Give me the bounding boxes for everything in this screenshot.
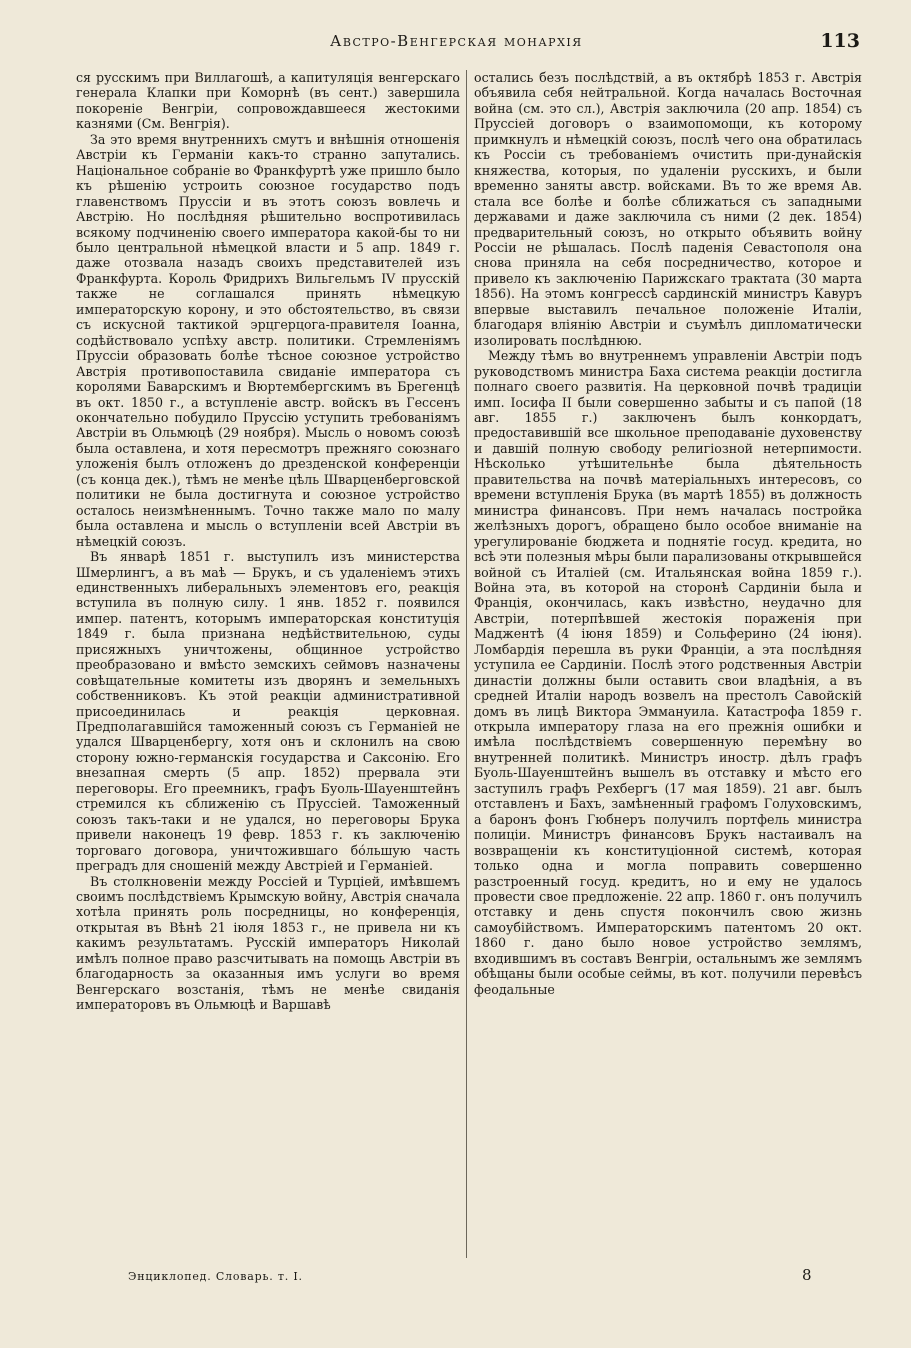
footer-signature: Энциклопед. Словарь. т. I. [128, 1270, 303, 1283]
right-column [474, 70, 862, 997]
paragraph: Въ январѣ 1851 г. выступилъ изъ министерства Шмерлингъ, а въ маѣ — Брукъ, и съ удаленіемъ этихъ единственныхъ либеральныхъ элементовъ его, реакція вступила въ полную силу. 1 янв. 1852 г. появился импер. патентъ, которымъ императорская конституція 1849 г. была признана недѣйствительною, суды присяжныхъ уничтожены, общинное устройство преобразовано и вмѣсто земскихъ сеймовъ назначены совѣщательные комитеты изъ дворянъ и земельныхъ собственниковъ. Къ этой реакціи административной присоединилась и реакція церковная. Предполагавшійся таможенный союзъ съ Германіей не удался Шварценбергу, хотя онъ и склонилъ на свою сторону южно-германскія государства и Саксонію. Его внезапная смерть (5 апр. 1852) прервала эти переговоры. Его преемникъ, графъ Буоль-Шауенштейнъ стремился къ сближенію съ Пруссіей. Таможенный союзъ такъ-таки и не удался, но переговоры Брука привели наконецъ 19 февр. 1853 г. къ заключенію торговаго договора, уничтожившаго бо́льшую часть преградъ для сношеній между Австріей и Германіей. [76, 549, 460, 874]
page-header [300, 30, 860, 56]
column-divider [466, 70, 467, 1258]
footer-sheet-number: 8 [802, 1266, 812, 1284]
running-title: Австро-Венгерская монархія [330, 32, 583, 50]
page-number: 113 [820, 30, 860, 52]
left-column [76, 70, 460, 1013]
paragraph: Въ столкновеніи между Россіей и Турціей, имѣвшемъ своимъ послѣдствіемъ Крымскую войну, Австрія сначала хотѣла принять роль посредницы, но конференція, открытая въ Вѣнѣ 21 іюля 1853 г., не привела ни къ какимъ результатамъ. Русскій императоръ Николай имѣлъ полное право разсчитывать на помощь Австріи въ благодарность за оказанныя имъ услуги во время Венгерскаго возстанія, тѣмъ не менѣе свиданія императоровъ въ Ольмюцѣ и Варшавѣ [76, 873, 460, 1013]
paragraph: ся русскимъ при Виллагошѣ, а капитуляція венгерскаго генерала Клапки при Коморнѣ (въ сент.) завершила покореніе Венгріи, сопровождавшееся жестокими казнями (См. Венгрія). [76, 70, 460, 132]
paragraph: Между тѣмъ во внутреннемъ управленіи Австріи подъ руководствомъ министра Баха система реакціи достигла полнаго своего развитія. На церковной почвѣ традиціи имп. Іосифа II были совершенно забыты и съ папой (18 авг. 1855 г.) заключенъ былъ конкордатъ, предоставившій все школьное преподаваніе духовенству и давшій полную свободу религіозной нетерпимости. Нѣсколько утѣшительнѣе была дѣятельность правительства на почвѣ матеріальныхъ интересовъ, со времени вступленія Брука (въ мартѣ 1855) въ должность министра финансовъ. При немъ началась постройка желѣзныхъ дорогъ, обращено было особое вниманіе на урегулированіе бюджета и поднятіе госуд. кредита, но всѣ эти полезныя мѣры были парализованы открывшейся войной съ Италіей (см. Итальянская война 1859 г.). Война эта, въ которой на сторонѣ Сардиніи была и Франція, окончилась, какъ извѣстно, неудачно для Австріи, потерпѣвшей жестокія пораженія при Маджентѣ (4 іюня 1859) и Сольферино (24 іюня). Ломбардія перешла въ руки Франціи, а эта послѣдняя уступила ее Сардиніи. Послѣ этого родственныя Австріи династіи должны были оставить свои владѣнія, а въ средней Италіи народъ возвелъ на престолъ Савойскій домъ въ лицѣ Виктора Эммануила. Катастрофа 1859 г. открыла императору глаза на его прежнія ошибки и имѣла послѣдствіемъ совершенную перемѣну во внутренней политикѣ. Министръ иностр. дѣлъ графъ Буоль-Шауенштейнъ вышелъ въ отставку и мѣсто его заступилъ графъ Рехбергъ (17 мая 1859). 21 авг. былъ отставленъ и Бахъ, замѣненный графомъ Голуховскимъ, а баронъ фонъ Гюбнеръ получилъ портфель министра полиціи. Министръ финансовъ Брукъ настаивалъ на возвращеніи къ конституціонной системѣ, которая только одна и могла поправить совершенно разстроенный госуд. кредитъ, но и ему не удалось провести свое предложеніе. 22 апр. 1860 г. онъ получилъ отставку и день спустя покончилъ свою жизнь самоубійствомъ. Императорскимъ патентомъ 20 окт. 1860 г. дано было новое устройство землямъ, входившимъ въ составъ Венгріи, остальнымъ же землямъ обѣщаны были особые сеймы, въ кот. получили перевѣсъ феодальные [474, 348, 862, 997]
paragraph: остались безъ послѣдствій, а въ октябрѣ 1853 г. Австрія объявила себя нейтральной. Когда началась Восточная война (см. это сл.), Австрія заключила (20 апр. 1854) съ Пруссіей договоръ о взаимопомощи, къ которому примкнулъ и нѣмецкій союзъ, послѣ чего она обратилась къ Россіи съ требованіемъ очистить при-дунайскія княжества, которыя, по удаленіи русскихъ, и были временно заняты австр. войсками. Въ то же время Ав. стала все болѣе и болѣе сближаться съ западными державами и даже заключила съ ними (2 дек. 1854) предварительный союзъ, но открыто объявить войну Россіи не рѣшалась. Послѣ паденія Севастополя она снова приняла на себя посредничество, которое и привело къ заключенію Парижскаго трактата (30 марта 1856). На этомъ конгрессѣ сардинскій министръ Кавуръ впервые выставилъ печальное положеніе Италіи, благодаря вліянію Австріи и съумѣлъ дипломатически изолировать послѣднюю. [474, 70, 862, 348]
paragraph: За это время внутреннихъ смутъ и внѣшнія отношенія Австріи къ Германіи какъ-то странно запутались. Національное собраніе во Франкфуртѣ уже пришло было къ рѣшенію устроить союзное государство подъ главенствомъ Пруссіи и въ этотъ союзъ вовлечь и Австрію. Но послѣдняя рѣшительно воспротивилась всякому подчиненію своего императора какой-бы то ни было центральной нѣмецкой власти и 5 апр. 1849 г. даже отозвала назадъ своихъ представителей изъ Франкфурта. Король Фридрихъ Вильгельмъ IV прусскій также не соглашался принять нѣмецкую императорскую корону, и это обстоятельство, въ связи съ искусной тактикой эрцгерцога-правителя Іоанна, содѣйствовало успѣху австр. политики. Стремленіямъ Пруссіи образовать болѣе тѣсное союзное устройство Австрія противопоставила свиданіе императора съ королями Баварскимъ и Вюртембергскимъ въ Брегенцѣ въ окт. 1850 г., а вступленіе австр. войскъ въ Гессенъ окончательно побудило Пруссію уступить требованіямъ Австріи въ Ольмюцѣ (29 ноября). Мысль о новомъ союзѣ была оставлена, и хотя пересмотръ прежняго союзнаго уложенія былъ отложенъ до дрезденской конференціи (съ конца дек.), тѣмъ не менѣе цѣль Шварценберговской политики не была достигнута и союзное устройство осталось неизмѣненнымъ. Точно также мало по малу была оставлена и мысль о вступленіи всей Австріи въ нѣмецкій союзъ. [76, 131, 460, 549]
